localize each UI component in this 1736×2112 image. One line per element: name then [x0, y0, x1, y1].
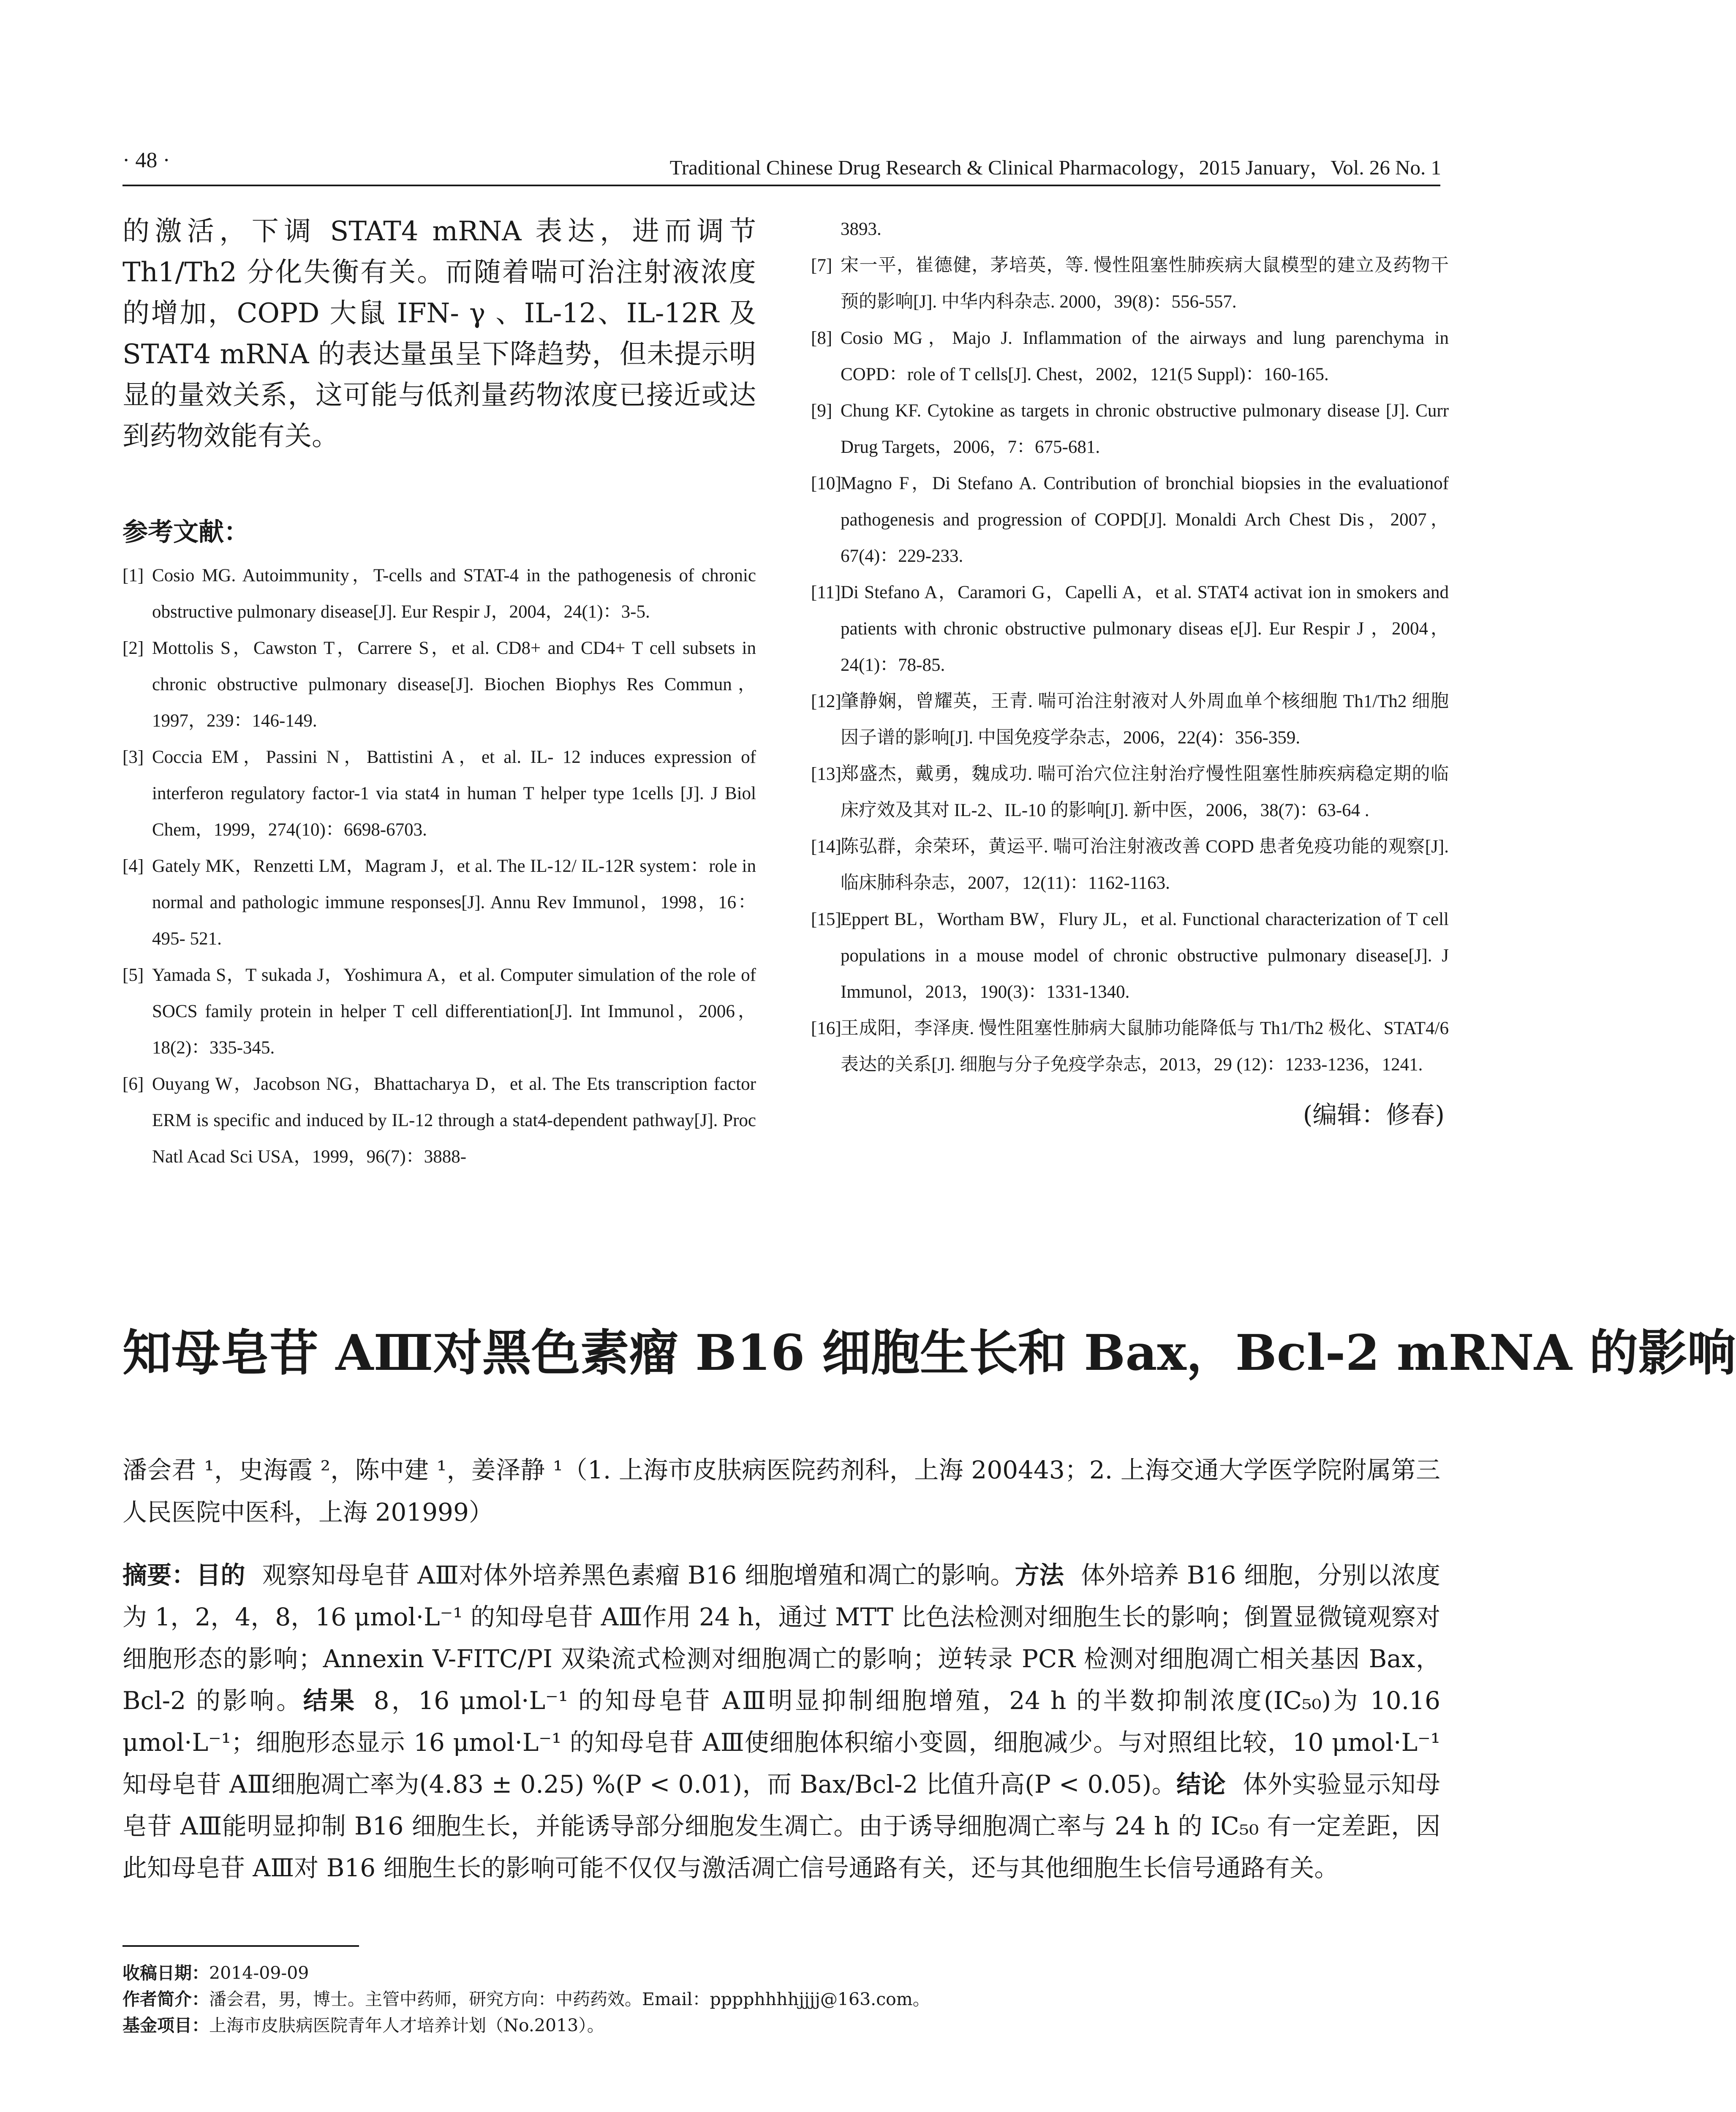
received-label: 收稿日期：	[122, 1963, 209, 1983]
reference-text: 王成阳，李泽庚. 慢性阻塞性肺病大鼠肺功能降低与 Th1/Th2 极化、STAT4/6 表达的关系[J]. 细胞与分子免疫学杂志，2013，29 (12)：1233-1236，1241.	[841, 1018, 1449, 1075]
methods-label: 方法	[1015, 1561, 1064, 1589]
left-column	[122, 211, 756, 1175]
reference-item	[811, 393, 1449, 465]
footnote-rule	[122, 1945, 359, 1947]
reference-item	[811, 465, 1449, 574]
reference-item	[811, 248, 1449, 320]
reference-item	[811, 829, 1449, 901]
reference-number: [15]	[811, 909, 841, 929]
reference-number: [7]	[811, 256, 833, 275]
reference-item	[811, 574, 1449, 683]
reference-number: [12]	[811, 691, 841, 711]
references-list-left	[122, 558, 756, 1175]
reference-item	[122, 957, 756, 1066]
fund-line	[122, 2012, 1440, 2039]
reference-text: 肇静娴，曾耀英，王青. 喘可治注射液对人外周血单个核细胞 Th1/Th2 细胞因子谱的影响[J]. 中国免疫学杂志，2006，22(4)：356-359.	[841, 691, 1449, 748]
fund-label: 基金项目：	[122, 2015, 209, 2036]
reference-text: Mottolis S，Cawston T，Carrere S，et al. CD8+ and CD4+ T cell subsets in chronic obstructive pulmonary disease[J]. Biochen Biophys Res Commun，1997，239：146-149.	[152, 638, 756, 731]
page-number: · 48 ·	[122, 148, 170, 172]
author-bio-label: 作者简介：	[122, 1989, 209, 2009]
received-date: 2014-09-09	[209, 1963, 309, 1983]
reference-number: [6]	[122, 1074, 144, 1094]
reference-number: [8]	[811, 328, 833, 348]
objective-label: 目的	[196, 1561, 245, 1589]
reference-item	[122, 848, 756, 957]
reference-text: Cosio MG，Majo J. Inflammation of the airways and lung parenchyma in COPD：role of T cells[J]. Chest，2002，121(5 Suppl)：160-165.	[841, 328, 1449, 384]
reference-item	[811, 901, 1449, 1010]
author-bio: 潘会君，男，博士。主管中药师，研究方向：中药药效。Email：pppphhhhjjjj@163.com。	[209, 1989, 930, 2009]
article-title: 知母皂苷 AⅢ对黑色素瘤 B16 细胞生长和 Bax，Bcl-2 mRNA 的影响	[122, 1324, 1736, 1382]
reference-text: 陈弘群，余荣环，黄运平. 喘可治注射液改善 COPD 患者免疫功能的观察[J]. 临床肺科杂志，2007，12(11)：1162-1163.	[841, 837, 1449, 893]
continued-body-text: 的激活，下调 STAT4 mRNA 表达，进而调节 Th1/Th2 分化失衡有关。而随着喘可治注射液浓度的增加，COPD 大鼠 IFN- γ 、IL-12、IL-12R 及 STAT4 mRNA 的表达量虽呈下降趋势，但未提示明显的量效关系，这可能与低剂量药物浓度已接近或达到药物效能有关。	[122, 216, 756, 452]
running-header-journal: Traditional Chinese Drug Research & Clinical Pharmacology，2015 January，Vol. 26 No. 1	[669, 156, 1441, 179]
references-list-right	[811, 248, 1449, 1083]
reference-text: Yamada S，T sukada J，Yoshimura A，et al. Computer simulation of the role of SOCS family protein in helper T cell differentiation[J]. Int Immunol，2006，18(2)：335-345.	[152, 965, 756, 1058]
reference-number: [3]	[122, 747, 144, 767]
reference-item	[122, 1066, 756, 1175]
reference-text: Chung KF. Cytokine as targets in chronic obstructive pulmonary disease [J]. Curr Drug Targets，2006，7：675-681.	[841, 401, 1449, 457]
reference-text: 郑盛杰，戴勇，魏成功. 喘可治穴位注射治疗慢性阻塞性肺疾病稳定期的临床疗效及其对 IL-2、IL-10 的影响[J]. 新中医，2006，38(7)：63-64 .	[841, 764, 1449, 820]
references-heading: 参考文献：	[122, 517, 249, 547]
reference-number: [14]	[811, 837, 841, 857]
author-bio-line	[122, 1986, 1440, 2012]
reference-number: [11]	[811, 582, 841, 602]
reference-text: Eppert BL，Wortham BW，Flury JL，et al. Functional characterization of T cell populations in a mouse model of chronic obstructive pulmonary disease[J]. J Immunol，2013，190(3)：1331-1340.	[841, 909, 1449, 1002]
reference-continuation: 3893.	[841, 219, 882, 239]
conclusion-text: 体外实验显示知母皂苷 AⅢ能明显抑制 B16 细胞生长，并能诱导部分细胞发生凋亡。由于诱导细胞凋亡率与 24 h 的 IC₅₀ 有一定差距，因此知母皂苷 AⅢ对 B16 细胞生长的影响可能不仅仅与激活凋亡信号通路有关，还与其他细胞生长信号通路有关。	[122, 1770, 1441, 1882]
reference-number: [2]	[122, 638, 144, 658]
author-affiliations: 潘会君 ¹，史海霞 ²，陈中建 ¹，姜泽静 ¹（1. 上海市皮肤病医院药剂科，上海 200443；2. 上海交通大学医学院附属第三人民医院中医科，上海 201999）	[122, 1456, 1440, 1527]
reference-number: [10]	[811, 474, 841, 493]
fund-text: 上海市皮肤病医院青年人才培养计划（No.2013）。	[209, 2015, 604, 2036]
reference-text: Magno F，Di Stefano A. Contribution of bronchial biopsies in the evaluationof pathogenesis and progression of COPD[J]. Monaldi Arch Chest Dis，2007，67(4)：229-233.	[841, 474, 1449, 566]
right-column	[811, 211, 1449, 1130]
reference-number: [5]	[122, 965, 144, 985]
reference-item	[122, 739, 756, 848]
reference-text: Cosio MG. Autoimmunity，T-cells and STAT-4 in the pathogenesis of chronic obstructive pulmonary disease[J]. Eur Respir J，2004，24(1)：3-5.	[152, 566, 756, 622]
reference-number: [1]	[122, 566, 144, 585]
conclusion-label: 结论	[1176, 1770, 1226, 1799]
reference-item	[811, 1010, 1449, 1083]
reference-item	[811, 756, 1449, 829]
reference-text: Gately MK，Renzetti LM，Magram J，et al. The IL-12/ IL-12R system：role in normal and pathologic immune responses[J]. Annu Rev Immunol，1998，16：495- 521.	[152, 856, 756, 949]
reference-number: [4]	[122, 856, 144, 876]
methods-text: 体外培养 B16 细胞，分别以浓度为 1，2，4，8，16 μmol·L⁻¹ 的知母皂苷 AⅢ作用 24 h，通过 MTT 比色法检测对细胞生长的影响；倒置显微镜观察对细胞形态的影响；Annexin V-FITC/PI 双染流式检测对细胞凋亡的影响；逆转录 PCR 检测对细胞凋亡相关基因 Bax，Bcl-2 的影响。	[122, 1561, 1440, 1715]
received-date-line	[122, 1960, 1440, 1986]
results-text: 8，16 μmol·L⁻¹ 的知母皂苷 AⅢ明显抑制细胞增殖，24 h 的半数抑制浓度(IC₅₀)为 10.16 μmol·L⁻¹；细胞形态显示 16 μmol·L⁻¹ 的知母皂苷 AⅢ使细胞体积缩小变圆，细胞减少。与对照组比较，10 μmol·L⁻¹ 知母皂苷 AⅢ细胞凋亡率为(4.83 ± 0.25) %(P < 0.01)，而 Bax/Bcl-2 比值升高(P < 0.05)。	[122, 1686, 1440, 1799]
abstract	[122, 1554, 1440, 1889]
objective-text: 观察知母皂苷 AⅢ对体外培养黑色素瘤 B16 细胞增殖和凋亡的影响。	[262, 1561, 1015, 1589]
reference-text: Ouyang W，Jacobson NG，Bhattacharya D，et al. The Ets transcription factor ERM is specific and induced by IL-12 through a stat4-dependent pathway[J]. Proc Natl Acad Sci USA，1999，96(7)：3888-	[152, 1074, 756, 1167]
reference-item	[811, 683, 1449, 756]
reference-item	[122, 630, 756, 739]
reference-text: 宋一平，崔德健，茅培英，等. 慢性阻塞性肺疾病大鼠模型的建立及药物干预的影响[J]. 中华内科杂志. 2000，39(8)：556-557.	[841, 256, 1449, 312]
reference-item	[122, 558, 756, 630]
reference-item	[811, 320, 1449, 393]
editor-note: (编辑：修春)	[1303, 1100, 1445, 1129]
reference-number: [13]	[811, 764, 841, 784]
reference-text: Di Stefano A，Caramori G，Capelli A，et al. STAT4 activat ion in smokers and patients with chronic obstructive pulmonary diseas e[J]. Eur Respir J ，2004，24(1)：78-85.	[841, 582, 1449, 675]
header-rule	[122, 185, 1440, 186]
reference-number: [9]	[811, 401, 833, 421]
reference-number: [16]	[811, 1018, 841, 1038]
abstract-label: 摘要：	[122, 1561, 196, 1589]
results-label: 结果	[303, 1686, 357, 1715]
reference-text: Coccia EM，Passini N，Battistini A，et al. IL- 12 induces expression of interferon regulatory factor-1 via stat4 in human T helper type 1cells [J]. J Biol Chem，1999，274(10)：6698-6703.	[152, 747, 756, 840]
footnotes	[122, 1960, 1440, 2039]
